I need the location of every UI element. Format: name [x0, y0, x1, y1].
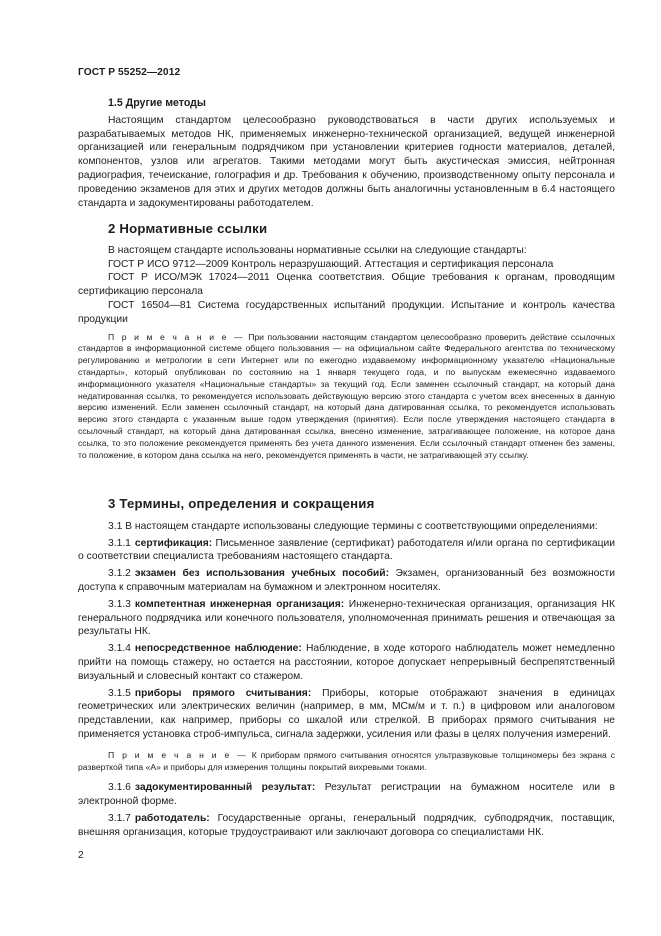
definition: Инженерно-техническая организация, организация НК генерального подрядчика или конечного пользователя, уполномоченная принимать решения и отвечающая за результаты НК. [78, 598, 615, 638]
note-label: П р и м е ч а н и е — [108, 331, 245, 342]
definition: Государственные органы, генеральный подрядчик, субподрядчик, поставщик, внешняя организация, которые трудоустраивают или заключают договора со специалистами НК. [78, 812, 615, 838]
reference-item: ГОСТ Р ИСО 9712—2009 Контроль неразрушающий. Аттестация и сертификация персонала [108, 258, 554, 270]
note [78, 332, 615, 462]
term-number: 3.1.2 [108, 568, 131, 580]
document-header: ГОСТ Р 55252—2012 [78, 67, 181, 78]
term: сертификация: [134, 537, 213, 549]
reference-item: ГОСТ Р ИСО/МЭК 17024—2011 Оценка соответствия. Общие требования к органам, проводящим сертификацию персонала [78, 272, 615, 298]
term-definition [78, 642, 615, 683]
term-number: 3.1.7 [108, 812, 131, 824]
term: работодатель: [134, 812, 210, 824]
term-definition [78, 687, 615, 742]
definition: Результат регистрации на бумажном носителе или в электронной форме. [78, 782, 615, 808]
term-number: 3.1.6 [108, 782, 131, 794]
term-number: 3.1.4 [108, 643, 131, 655]
paragraph: 3.1 В настоящем стандарте использованы следующие термины с соответствующими определениями: [108, 520, 598, 532]
term: экзамен без использования учебных пособий: [134, 568, 390, 580]
term: приборы прямого считывания: [134, 687, 312, 699]
paragraph: Настоящим стандартом целесообразно руководствоваться в части других используемых и разрабатываемых методов НК, применяемых инженерно-технической организацией, ведущей инженерной организацией или генеральным подрядчиком при установлении критериев годности материалов, деталей, компонентов, узлов или агрегатов. Такими методами могут быть акустическая эмиссия, нейтронная радиография, течеискание, голография и др. Требования к обучению, производственному опыту персонала и проведению экзаменов для этих и других методов должны быть аналогичны установленным в 6.4 настоящего стандарта и задокументированы работодателем. [78, 114, 615, 209]
page-number: 2 [78, 850, 84, 861]
definition: Письменное заявление (сертификат) работодателя и/или органа по сертификации о соответствии специалиста требованиям настоящего стандарта. [78, 537, 615, 563]
term-number: 3.1.5 [108, 687, 131, 699]
section-1-5 [78, 97, 615, 210]
section-2 [78, 222, 615, 461]
section-3 [78, 497, 615, 840]
section-heading: 3 Термины, определения и сокращения [108, 496, 375, 511]
section-heading: 2 Нормативные ссылки [108, 221, 268, 236]
term: компетентная инженерная организация: [134, 598, 345, 610]
term-number: 3.1.3 [108, 598, 131, 610]
term-definition [78, 537, 615, 565]
note-label: П р и м е ч а н и е — [108, 749, 248, 760]
note-text: К приборам прямого считывания относятся ультразвуковые толщиномеры без экрана с разверткой типа «А» и приборы для измерения толщины покрытий вихревыми токами. [78, 749, 616, 772]
section-heading: 1.5 Другие методы [108, 97, 206, 109]
paragraph: В настоящем стандарте использованы нормативные ссылки на следующие стандарты: [108, 244, 527, 256]
term-definition [78, 598, 615, 639]
note-text: При пользовании настоящим стандартом целесообразно проверить действие ссылочных стандартов в информационной системе общего пользования — на официальном сайте Федерального агентства по техническому регулированию и метрологии в сети Интернет или по ежегодно издаваемому информационному указателю «Национальные стандарты», который опубликован по состоянию на 1 января текущего года, и по выпускам ежемесячно издаваемого информационного указателя «Национальные стандарты» за текущий год. Если заменен ссылочный стандарт, на который дана недатированная ссылка, то рекомендуется использовать действующую версию этого стандарта с учетом всех внесенных в данную версию изменений. Если заменен ссылочный стандарт, на который дана датированная ссылка, то рекомендуется использовать версию этого стандарта с указанным выше годом утверждения (принятия). Если после утверждения настоящего стандарта в ссылочный стандарт, на который дана датированная ссылка, внесено изменение, затрагивающее положение, на которое дана ссылка, то это положение рекомендуется применять без учета данного изменения. Если ссылочный стандарт отменен без замены, то положение, в котором дана ссылка на него, рекомендуется применять в части, не затрагивающей эту ссылку. [78, 331, 616, 460]
note [78, 750, 615, 774]
definition: Приборы, которые отображают значения в единицах геометрических или электрических величин (например, в мм, МСм/м и т. п.) в цифровом или аналоговом представлении, как например, приборы со шкалой или стрелкой. В приборах прямого считывания не применяется установка строб-импульса, сигнала задержки, усиления или фазы в целях получения измерений. [78, 687, 615, 740]
term-number: 3.1.1 [108, 537, 131, 549]
term: непосредственное наблюдение: [134, 643, 302, 655]
term-definition [78, 781, 615, 809]
definition: Наблюдение, в ходе которого наблюдатель может немедленно прийти на помощь стажеру, но остается на расстоянии, которое допускает непрерывный беспрепятственный визуальный и словесный контакт со стажером. [78, 643, 615, 682]
reference-item: ГОСТ 16504—81 Система государственных испытаний продукции. Испытание и контроль качества продукции [78, 299, 615, 325]
definition: Экзамен, организованный без возможности доступа к справочным материалам на бумажном и электронном носителях. [78, 568, 615, 593]
term: задокументированный результат: [134, 782, 316, 794]
term-definition [78, 812, 615, 840]
term-definition [78, 567, 615, 595]
